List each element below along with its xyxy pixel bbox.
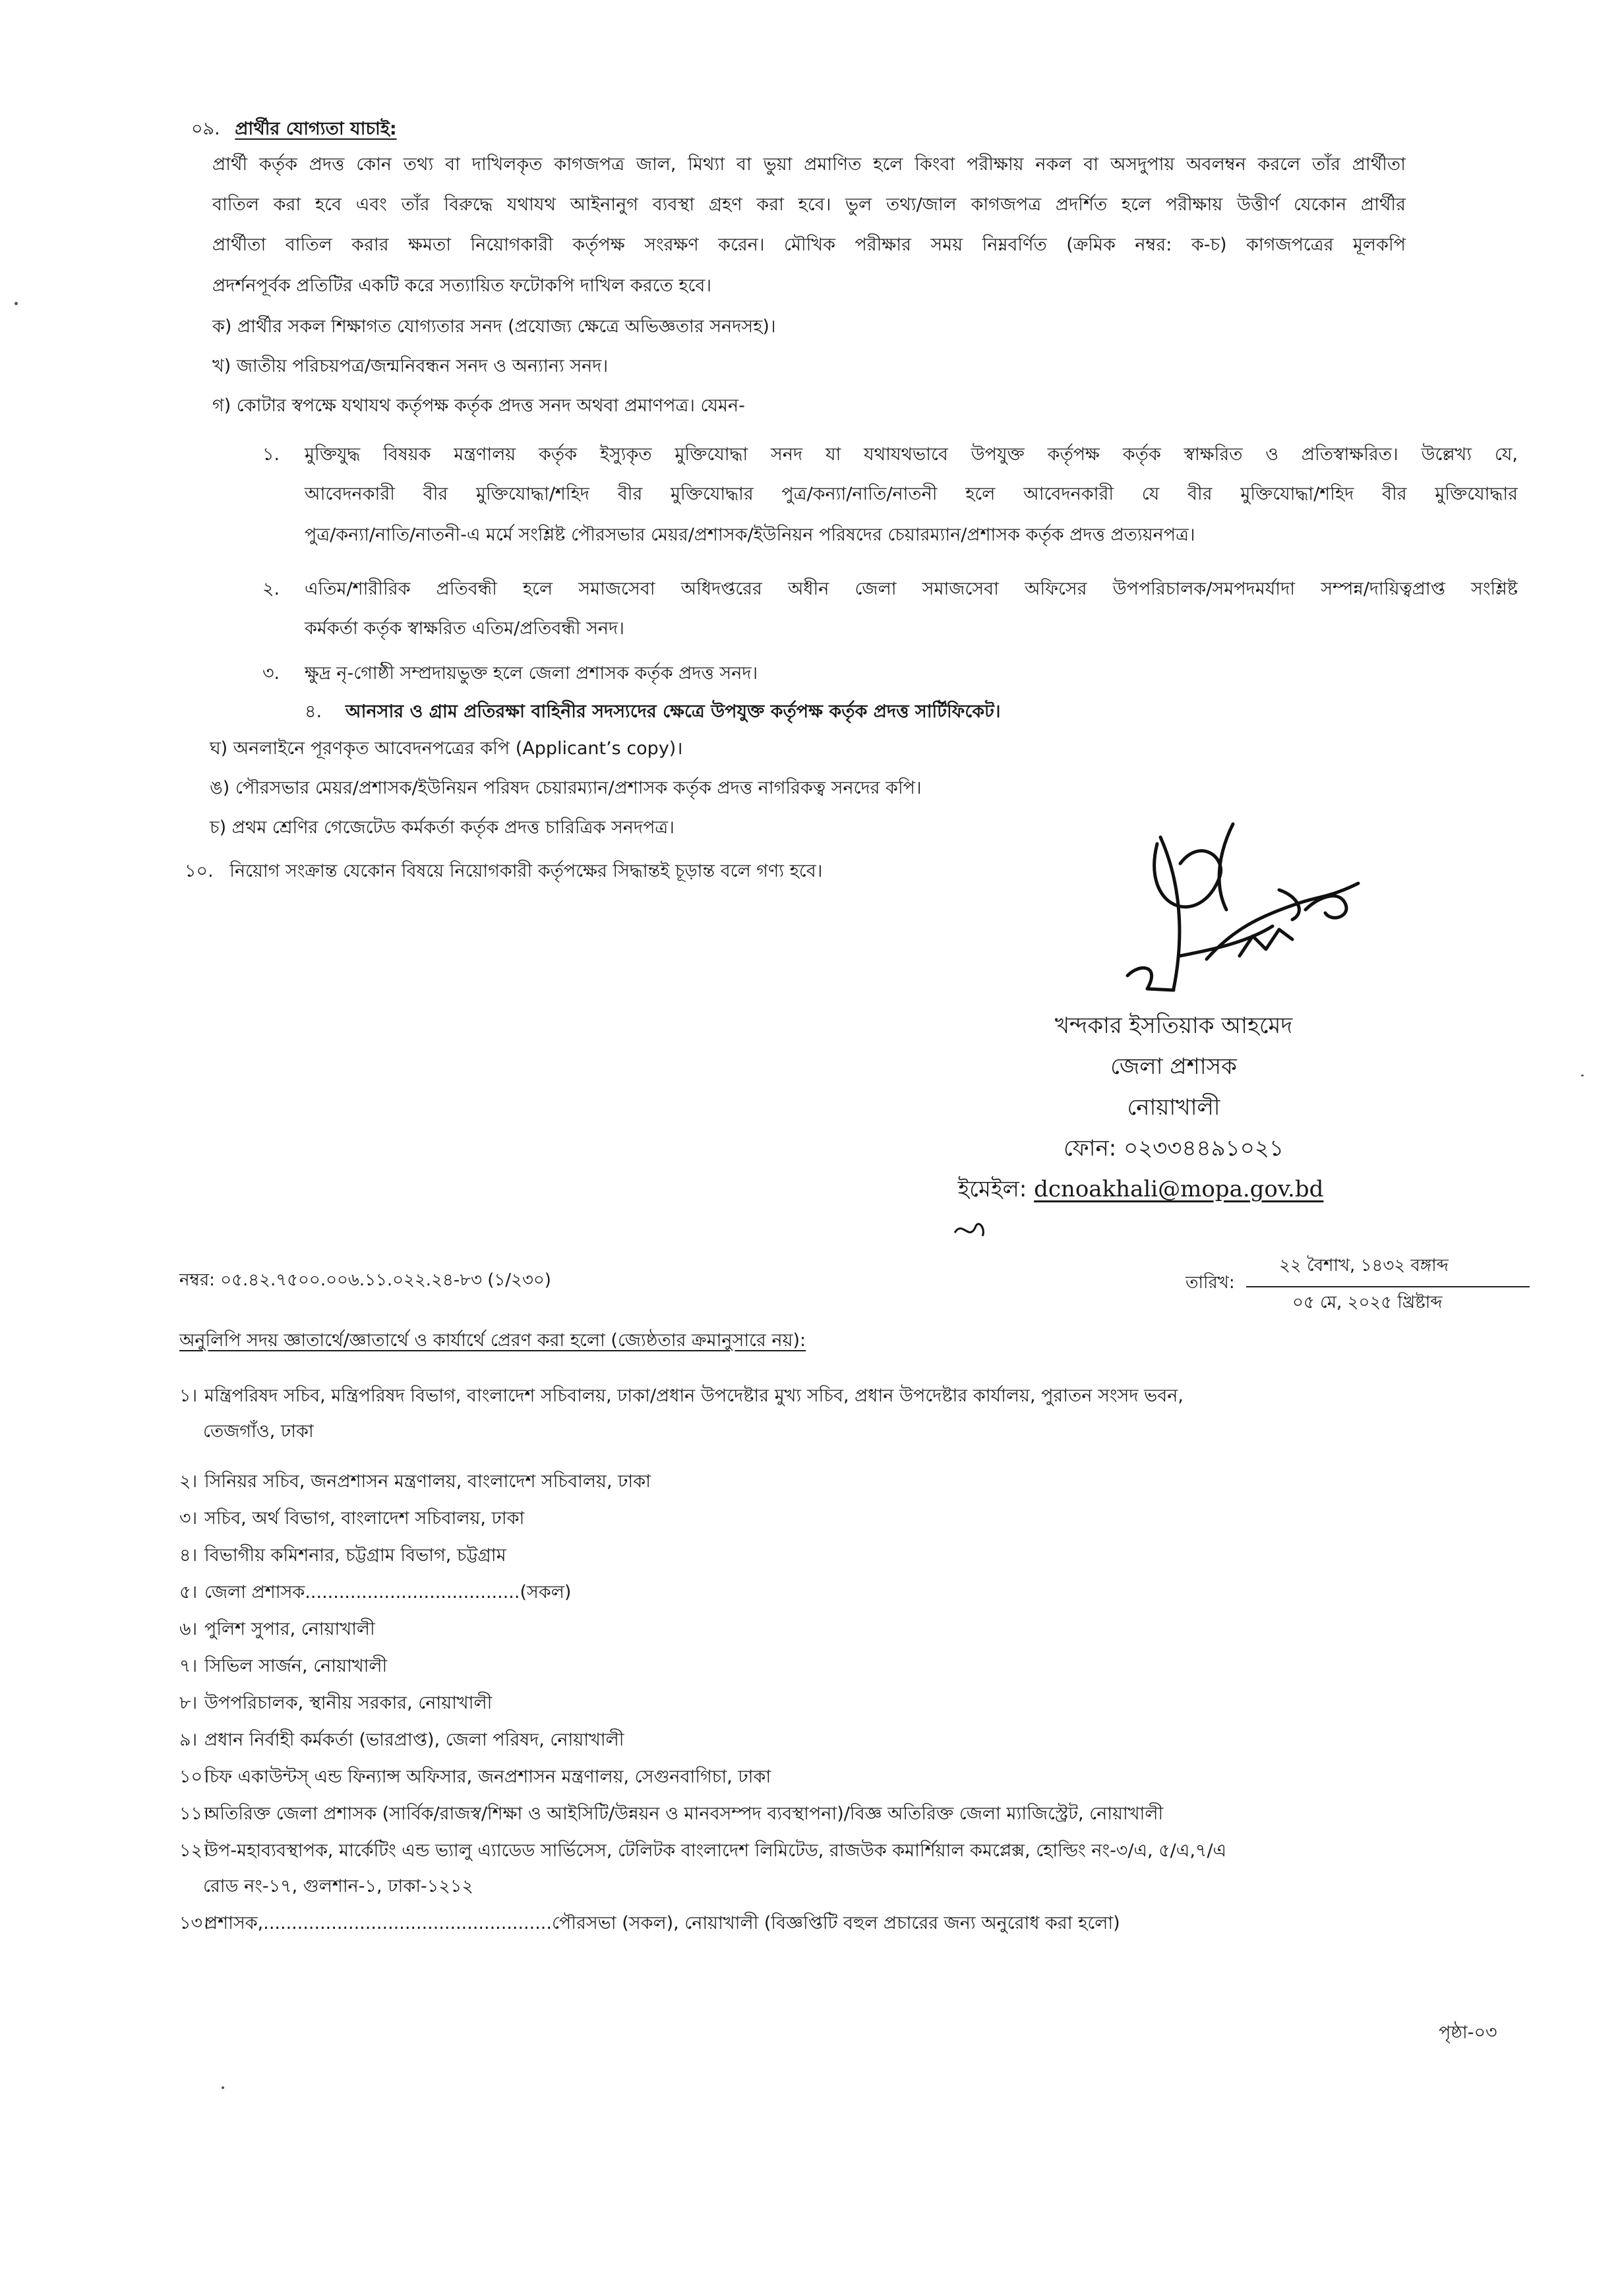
section-10-number: ১০. [185, 861, 214, 881]
item-ka: ক) প্রার্থীর সকল শিক্ষাগত যোগ্যতার সনদ (প্রযোজ্য ক্ষেত্রে অভিজ্ঞতার সনদসহ)। [212, 316, 776, 337]
copy-item-number: ৮। [179, 1693, 198, 1713]
email-link[interactable]: dcnoakhali@mopa.gov.bd [1034, 1176, 1324, 1202]
memo-number [179, 1263, 551, 1297]
scan-speck [15, 302, 18, 305]
item-cha: চ) প্রথম শ্রেণির গেজেটেড কর্মকর্তা কর্তৃক প্রদত্ত চারিত্রিক সনদপত্র। [210, 817, 675, 838]
sub-item-3-number: ৩. [262, 663, 280, 684]
copy-item-line: সিভিল সার্জন, নোয়াখালী [204, 1656, 388, 1676]
sub-item-1-line-3: পুত্র/কন্যা/নাতি/নাতনী-এ মর্মে সংশ্লিষ্ট পৌরসভার মেয়র/প্রশাসক/ইউনিয়ন পরিষদের চেয়ারম্যান/প্রশাসক কর্তৃক প্রদত্ত প্রত্যয়নপত্র। [305, 525, 1195, 545]
date-gregorian: ০৫ মে, ২০২৫ খ্রিষ্টাব্দ [1292, 1293, 1443, 1312]
copy-item-line: সচিব, অর্থ বিভাগ, বাংলাদেশ সচিবালয়, ঢাকা [204, 1508, 525, 1529]
initials-mark [949, 1213, 989, 1246]
signatory-name: খন্দকার ইসতিয়াক আহমেদ [1054, 1013, 1293, 1039]
copy-item-line: উপ-মহাব্যবস্থাপক, মার্কেটিং এন্ড ভ্যালু এ্যাডেড সার্ভিসেস, টেলিটক বাংলাদেশ লিমিটেড, রাজউক কমার্শিয়াল কমপ্লেক্স, হোল্ডিং নং-৩/এ, ৫/এ,৭/এ [204, 1840, 1227, 1861]
scan-speck [1581, 1074, 1584, 1076]
copy-item-line: অতিরিক্ত জেলা প্রশাসক (সার্বিক/রাজস্ব/শিক্ষা ও আইসিটি/উন্নয়ন ও মানবসম্পদ ব্যবস্থাপনা)/বিজ্ঞ অতিরিক্ত জেলা ম্যাজিস্ট্রেট, নোয়াখালী [204, 1804, 1164, 1824]
phone-value: ০২৩৩৪৪৯১০২১ [1124, 1135, 1284, 1162]
memo-label: নম্বর: [179, 1270, 215, 1290]
sub-item-2-line-2: কর্মকর্তা কর্তৃক স্বাক্ষরিত এতিম/প্রতিবন্ধী সনদ। [305, 618, 624, 639]
copy-item-number: ১। [179, 1386, 198, 1406]
section-09-line-4: প্রদর্শনপূর্বক প্রতিটির একটি করে সত্যায়িত ফটোকপি দাখিল করতে হবে। [212, 276, 712, 296]
sub-item-4-text: আনসার ও গ্রাম প্রতিরক্ষা বাহিনীর সদস্যদের ক্ষেত্রে উপযুক্ত কর্তৃপক্ষ কর্তৃক প্রদত্ত সার্টিফিকেট। [345, 701, 1001, 722]
copy-item-number: ১১। [179, 1804, 209, 1824]
section-10 [185, 854, 822, 889]
signatory-email [890, 1169, 1391, 1210]
section-09-line-3: প্রার্থীতা বাতিল করার ক্ষমতা নিয়োগকারী কর্তৃপক্ষ সংরক্ষণ করেন। মৌখিক পরীক্ষার সময় নিম্নবর্ণিত (ক্রমিক নম্বর: ক-চ) কাগজপত্রের মূলকপি [212, 235, 1406, 255]
copy-item-line: তেজগাঁও, ঢাকা [203, 1421, 314, 1442]
item-ga: গ) কোটার স্বপক্ষে যথাযথ কর্তৃপক্ষ কর্তৃক প্রদত্ত সনদ অথবা প্রমাণপত্র। যেমন- [212, 396, 745, 416]
copy-item-line: জেলা প্রশাসক......................................(সকল) [204, 1582, 572, 1603]
signatory-designation: জেলা প্রশাসক [1110, 1053, 1237, 1080]
copy-item-number: ১২। [179, 1840, 209, 1861]
sub-item-1-line-2: আবেদনকারী বীর মুক্তিযোদ্ধা/শহিদ বীর মুক্তিযোদ্ধার পুত্র/কন্যা/নাতি/নাতনী হলে আবেদনকারী যে বীর মুক্তিযোদ্ধা/শহিদ বীর মুক্তিযোদ্ধার [305, 484, 1518, 504]
copy-item-line: চিফ একাউন্টস্ এন্ড ফিন্যান্স অফিসার, জনপ্রশাসন মন্ত্রণালয়, সেগুনবাগিচা, ঢাকা [204, 1767, 771, 1787]
memo-value: ০৫.৪২.৭৫০০.০০৬.১১.০২২.২৪-৮৩ (১/২৩০) [220, 1270, 551, 1290]
sub-item-2-number: ২. [262, 579, 280, 599]
section-10-text: নিয়োগ সংক্রান্ত যেকোন বিষয়ে নিয়োগকারী কর্তৃপক্ষের সিদ্ধান্তই চূড়ান্ত বলে গণ্য হবে। [229, 861, 823, 881]
copy-item-number: ৭। [179, 1656, 198, 1676]
item-kha: খ) জাতীয় পরিচয়পত্র/জন্মনিবন্ধন সনদ ও অন্যান্য সনদ। [212, 356, 609, 376]
section-09-line-2: বাতিল করা হবে এবং তাঁর বিরুদ্ধে যথাযথ আইনানুগ ব্যবস্থা গ্রহণ করা হবে। ভুল তথ্য/জাল কাগজপত্র প্রদর্শিত হলে পরীক্ষায় উত্তীর্ণ যেকোন প্রার্থীর [212, 194, 1406, 215]
copy-item-line: প্রশাসক,...................................................পৌরসভা (সকল), নোয়াখালী (বিজ্ঞপ্তিটি বহুল প্রচারের জন্য অনুরোধ করা হলো) [204, 1913, 1120, 1933]
section-09-line-1: প্রার্থী কর্তৃক প্রদত্ত কোন তথ্য বা দাখিলকৃত কাগজপত্র জাল, মিথ্যা বা ভুয়া প্রমাণিত হলে কিংবা পরীক্ষায় নকল বা অসদুপায় অবলম্বন করলে তাঁর প্রার্থীতা [212, 154, 1406, 175]
copy-item-number: ৯। [179, 1730, 198, 1750]
scan-speck [222, 2086, 224, 2089]
copy-item-number: ৫। [179, 1582, 198, 1603]
sub-item-2-line-1: এতিম/শারীরিক প্রতিবন্ধী হলে সমাজসেবা অধিদপ্তরের অধীন জেলা সমাজসেবা অফিসের উপপরিচালক/সমপদমর্যাদা সম্পন্ন/দায়িত্বপ্রাপ্ত সংশ্লিষ্ট [305, 579, 1518, 599]
copy-item-line: উপপরিচালক, স্থানীয় সরকার, নোয়াখালী [204, 1693, 493, 1713]
section-09-title: প্রার্থীর যোগ্যতা যাচাই: [235, 119, 397, 139]
section-09-number: ০৯. [191, 119, 220, 139]
sub-item-3-text: ক্ষুদ্র নৃ-গোষ্ঠী সম্প্রদায়ভুক্ত হলে জেলা প্রশাসক কর্তৃক প্রদত্ত সনদ। [305, 663, 758, 684]
signatory-phone [956, 1128, 1391, 1169]
copy-item-number: ৪। [179, 1545, 198, 1566]
signatory-block [956, 1005, 1391, 1210]
sub-item-4-number: ৪. [305, 701, 322, 722]
copy-item-number: ১৩। [179, 1913, 209, 1933]
signatory-district: নোয়াখালী [1127, 1094, 1220, 1121]
section-09-heading [191, 112, 397, 146]
date-bangla: ২২ বৈশাখ, ১৪৩২ বঙ্গাব্দ [1279, 1256, 1449, 1276]
copy-item-line: প্রধান নির্বাহী কর্মকর্তা (ভারপ্রাপ্ত), জেলা পরিষদ, নোয়াখালী [204, 1730, 624, 1750]
copy-item-number: ১০। [179, 1767, 209, 1787]
copy-item-line: পুলিশ সুপার, নোয়াখালী [204, 1619, 375, 1639]
item-gha: ঘ) অনলাইনে পূরণকৃত আবেদনপত্রের কপি (Applicant’s copy)। [210, 738, 683, 759]
copies-heading: অনুলিপি সদয় জ্ঞাতার্থে/জ্ঞাতার্থে ও কার্যার্থে প্রেরণ করা হলো (জ্যেষ্ঠতার ক্রমানুসারে নয়): [179, 1330, 806, 1351]
copy-item-number: ৬। [179, 1619, 198, 1639]
email-label: ইমেইল: [957, 1176, 1027, 1202]
copy-item-number: ২। [179, 1471, 198, 1492]
item-uma: ঙ) পৌরসভার মেয়র/প্রশাসক/ইউনিয়ন পরিষদ চেয়ারম্যান/প্রশাসক কর্তৃক প্রদত্ত নাগরিকত্ব সনদের কপি। [210, 778, 922, 798]
page-number: পৃষ্ঠা-০৩ [1439, 2022, 1497, 2043]
copy-item-line: রোড নং-১৭, গুলশান-১, ঢাকা-১২১২ [203, 1876, 473, 1897]
copy-item-line: বিভাগীয় কমিশনার, চট্টগ্রাম বিভাগ, চট্টগ্রাম [204, 1545, 506, 1566]
phone-label: ফোন: [1063, 1135, 1117, 1162]
sub-item-1-number: ১. [262, 444, 280, 465]
copy-item-line: সিনিয়র সচিব, জনপ্রশাসন মন্ত্রণালয়, বাংলাদেশ সচিবালয়, ঢাকা [204, 1471, 651, 1492]
sub-item-1-line-1: মুক্তিযুদ্ধ বিষয়ক মন্ত্রণালয় কর্তৃক ইস্যুকৃত মুক্তিযোদ্ধা সনদ যা যথাযথভাবে উপযুক্ত কর্তৃপক্ষ কর্তৃক স্বাক্ষরিত ও প্রতিস্বাক্ষরিত। উল্লেখ্য যে, [305, 444, 1518, 465]
copy-item-number: ৩। [179, 1508, 198, 1529]
copy-item-line: মন্ত্রিপরিষদ সচিব, মন্ত্রিপরিষদ বিভাগ, বাংলাদেশ সচিবালয়, ঢাকা/প্রধান উপদেষ্টার মুখ্য সচিব, প্রধান উপদেষ্টার কার্যালয়, পুরাতন সংসদ ভবন, [204, 1386, 1184, 1406]
date-label: তারিখ: [1185, 1273, 1235, 1293]
signature [1081, 798, 1424, 1009]
